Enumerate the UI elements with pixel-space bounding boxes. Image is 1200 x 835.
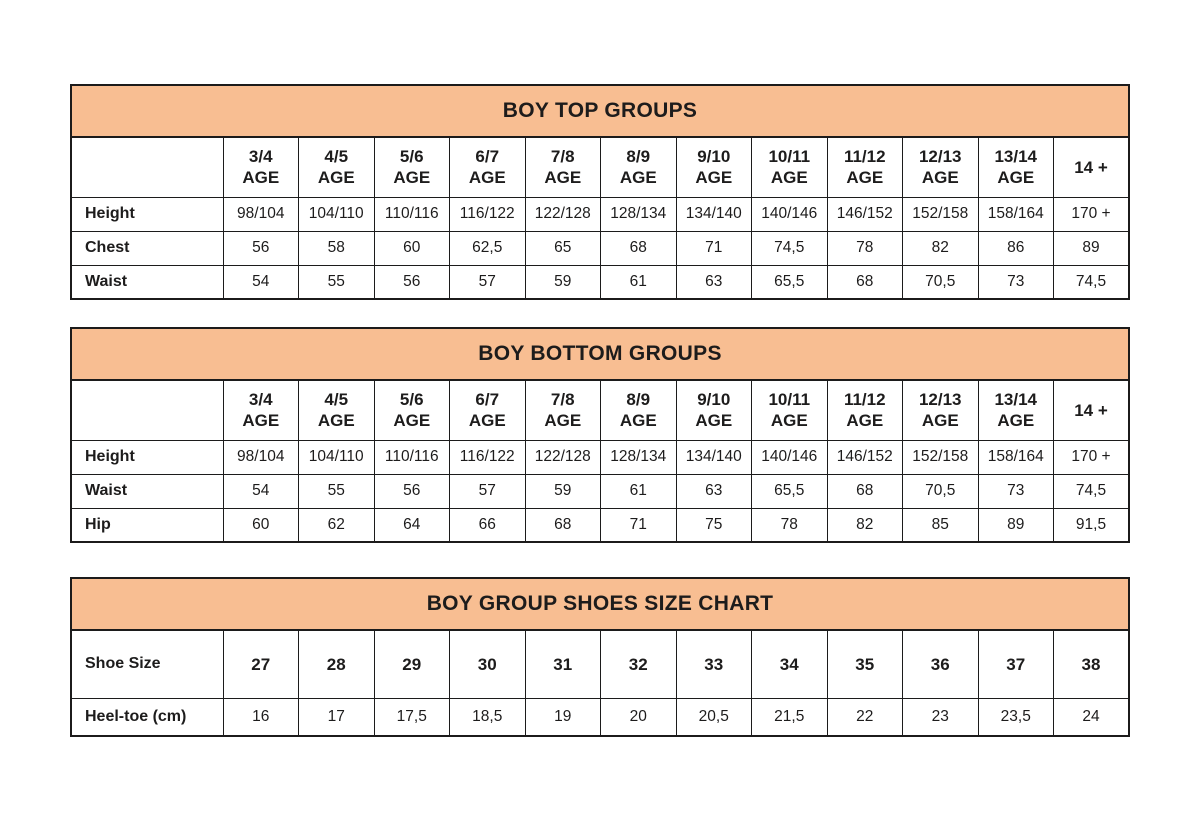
table-row <box>71 474 1129 508</box>
age-header-cell: 14 + <box>1054 137 1130 197</box>
shoe-size-header-cell: 36 <box>903 630 979 698</box>
size-value-cell: 54 <box>223 265 299 299</box>
age-header-cell: 9/10 AGE <box>676 137 752 197</box>
age-header-cell: 11/12 AGE <box>827 137 903 197</box>
boy-top-groups-table <box>70 84 1130 300</box>
table-row <box>71 231 1129 265</box>
size-value-cell: 146/152 <box>827 440 903 474</box>
size-value-cell: 91,5 <box>1054 508 1130 542</box>
size-value-cell: 60 <box>223 508 299 542</box>
size-value-cell: 110/116 <box>374 440 450 474</box>
age-header-cell: 4/5 AGE <box>299 380 375 440</box>
size-value-cell: 57 <box>450 265 526 299</box>
size-value-cell: 73 <box>978 474 1054 508</box>
size-value-cell: 98/104 <box>223 197 299 231</box>
age-header-cell: 12/13 AGE <box>903 137 979 197</box>
size-value-cell: 55 <box>299 265 375 299</box>
size-value-cell: 68 <box>525 508 601 542</box>
size-value-cell: 73 <box>978 265 1054 299</box>
size-value-cell: 146/152 <box>827 197 903 231</box>
size-value-cell: 22 <box>827 698 903 736</box>
size-value-cell: 98/104 <box>223 440 299 474</box>
size-value-cell: 17,5 <box>374 698 450 736</box>
size-value-cell: 158/164 <box>978 440 1054 474</box>
size-value-cell: 57 <box>450 474 526 508</box>
size-value-cell: 56 <box>223 231 299 265</box>
row-label: Waist <box>71 474 223 508</box>
size-value-cell: 116/122 <box>450 197 526 231</box>
size-value-cell: 20 <box>601 698 677 736</box>
shoe-size-header-cell: 35 <box>827 630 903 698</box>
size-value-cell: 89 <box>1054 231 1130 265</box>
boy-bottom-groups-grid <box>70 379 1130 543</box>
size-value-cell: 61 <box>601 265 677 299</box>
size-value-cell: 66 <box>450 508 526 542</box>
row-label: Heel-toe (cm) <box>71 698 223 736</box>
table-title: BOY TOP GROUPS <box>70 84 1130 138</box>
size-value-cell: 152/158 <box>903 440 979 474</box>
size-value-cell: 89 <box>978 508 1054 542</box>
size-value-cell: 58 <box>299 231 375 265</box>
size-value-cell: 21,5 <box>752 698 828 736</box>
size-value-cell: 23 <box>903 698 979 736</box>
shoe-size-header-cell: 29 <box>374 630 450 698</box>
age-header-cell: 5/6 AGE <box>374 137 450 197</box>
age-header-cell: 12/13 AGE <box>903 380 979 440</box>
table-title: BOY BOTTOM GROUPS <box>70 327 1130 381</box>
age-header-cell: 13/14 AGE <box>978 380 1054 440</box>
size-value-cell: 85 <box>903 508 979 542</box>
size-value-cell: 170 + <box>1054 197 1130 231</box>
size-value-cell: 71 <box>676 231 752 265</box>
size-value-cell: 70,5 <box>903 265 979 299</box>
size-value-cell: 61 <box>601 474 677 508</box>
row-label: Waist <box>71 265 223 299</box>
column-header-row <box>71 137 1129 197</box>
shoe-size-header-cell: 30 <box>450 630 526 698</box>
shoe-size-header-cell: 33 <box>676 630 752 698</box>
age-header-cell: 6/7 AGE <box>450 380 526 440</box>
age-header-cell: 8/9 AGE <box>601 137 677 197</box>
size-value-cell: 74,5 <box>1054 265 1130 299</box>
table-title: BOY GROUP SHOES SIZE CHART <box>70 577 1130 631</box>
age-header-cell: 3/4 AGE <box>223 380 299 440</box>
size-value-cell: 18,5 <box>450 698 526 736</box>
age-header-cell: 7/8 AGE <box>525 137 601 197</box>
row-label: Hip <box>71 508 223 542</box>
size-value-cell: 65,5 <box>752 474 828 508</box>
shoe-size-header-cell: 27 <box>223 630 299 698</box>
size-value-cell: 104/110 <box>299 440 375 474</box>
age-header-cell: 10/11 AGE <box>752 137 828 197</box>
age-header-cell: 4/5 AGE <box>299 137 375 197</box>
age-header-cell: 3/4 AGE <box>223 137 299 197</box>
size-value-cell: 82 <box>903 231 979 265</box>
size-value-cell: 65 <box>525 231 601 265</box>
size-value-cell: 128/134 <box>601 197 677 231</box>
size-value-cell: 78 <box>752 508 828 542</box>
size-value-cell: 86 <box>978 231 1054 265</box>
size-value-cell: 62,5 <box>450 231 526 265</box>
size-value-cell: 56 <box>374 474 450 508</box>
size-value-cell: 16 <box>223 698 299 736</box>
size-value-cell: 122/128 <box>525 197 601 231</box>
size-value-cell: 63 <box>676 265 752 299</box>
size-value-cell: 55 <box>299 474 375 508</box>
size-value-cell: 116/122 <box>450 440 526 474</box>
age-header-cell: 7/8 AGE <box>525 380 601 440</box>
size-value-cell: 68 <box>827 265 903 299</box>
table-row <box>71 508 1129 542</box>
column-header-row <box>71 380 1129 440</box>
row-label: Chest <box>71 231 223 265</box>
column-header-row <box>71 630 1129 698</box>
size-value-cell: 23,5 <box>978 698 1054 736</box>
size-value-cell: 56 <box>374 265 450 299</box>
size-value-cell: 75 <box>676 508 752 542</box>
table-row <box>71 265 1129 299</box>
size-value-cell: 71 <box>601 508 677 542</box>
boy-top-groups-grid <box>70 136 1130 300</box>
header-row-label <box>71 380 223 440</box>
table-row <box>71 197 1129 231</box>
size-value-cell: 134/140 <box>676 197 752 231</box>
size-value-cell: 68 <box>827 474 903 508</box>
age-header-cell: 13/14 AGE <box>978 137 1054 197</box>
size-value-cell: 70,5 <box>903 474 979 508</box>
header-row-label: Shoe Size <box>71 630 223 698</box>
size-value-cell: 134/140 <box>676 440 752 474</box>
size-value-cell: 74,5 <box>752 231 828 265</box>
age-header-cell: 10/11 AGE <box>752 380 828 440</box>
size-value-cell: 64 <box>374 508 450 542</box>
age-header-cell: 9/10 AGE <box>676 380 752 440</box>
age-header-cell: 5/6 AGE <box>374 380 450 440</box>
size-value-cell: 17 <box>299 698 375 736</box>
table-row <box>71 440 1129 474</box>
size-value-cell: 74,5 <box>1054 474 1130 508</box>
size-value-cell: 170 + <box>1054 440 1130 474</box>
boy-bottom-groups-table <box>70 327 1130 543</box>
shoe-size-header-cell: 32 <box>601 630 677 698</box>
size-value-cell: 82 <box>827 508 903 542</box>
age-header-cell: 14 + <box>1054 380 1130 440</box>
size-value-cell: 24 <box>1054 698 1130 736</box>
size-value-cell: 19 <box>525 698 601 736</box>
size-value-cell: 140/146 <box>752 197 828 231</box>
shoe-size-header-cell: 37 <box>978 630 1054 698</box>
age-header-cell: 6/7 AGE <box>450 137 526 197</box>
size-value-cell: 63 <box>676 474 752 508</box>
table-row <box>71 698 1129 736</box>
header-row-label <box>71 137 223 197</box>
size-value-cell: 54 <box>223 474 299 508</box>
age-header-cell: 11/12 AGE <box>827 380 903 440</box>
size-value-cell: 59 <box>525 265 601 299</box>
age-header-cell: 8/9 AGE <box>601 380 677 440</box>
row-label: Height <box>71 440 223 474</box>
size-value-cell: 65,5 <box>752 265 828 299</box>
size-value-cell: 140/146 <box>752 440 828 474</box>
size-value-cell: 128/134 <box>601 440 677 474</box>
size-value-cell: 158/164 <box>978 197 1054 231</box>
size-value-cell: 62 <box>299 508 375 542</box>
size-value-cell: 20,5 <box>676 698 752 736</box>
size-value-cell: 104/110 <box>299 197 375 231</box>
shoe-size-header-cell: 28 <box>299 630 375 698</box>
size-value-cell: 110/116 <box>374 197 450 231</box>
size-value-cell: 122/128 <box>525 440 601 474</box>
row-label: Height <box>71 197 223 231</box>
shoe-size-header-cell: 38 <box>1054 630 1130 698</box>
size-value-cell: 60 <box>374 231 450 265</box>
shoe-size-header-cell: 34 <box>752 630 828 698</box>
boy-group-shoes-size-chart-table <box>70 577 1130 737</box>
size-value-cell: 78 <box>827 231 903 265</box>
size-value-cell: 152/158 <box>903 197 979 231</box>
size-value-cell: 59 <box>525 474 601 508</box>
size-value-cell: 68 <box>601 231 677 265</box>
boy-group-shoes-grid <box>70 629 1130 737</box>
shoe-size-header-cell: 31 <box>525 630 601 698</box>
